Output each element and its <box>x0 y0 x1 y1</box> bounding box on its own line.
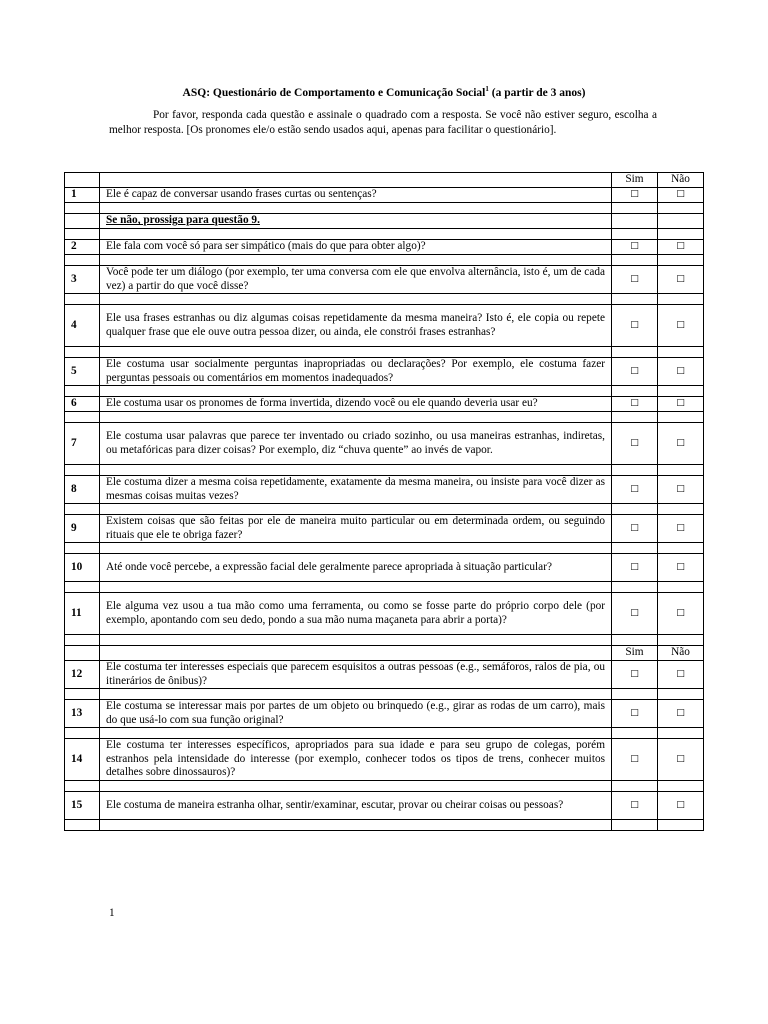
no-checkbox[interactable]: □ <box>658 515 704 543</box>
question-text: Ele alguma vez usou a tua mão como uma ferramenta, ou como se fosse parte do próprio corpo dele (por exemplo, apontando com seu dedo, pondo a sua mão numa maçaneta para abrir a porta)? <box>100 593 612 635</box>
yes-checkbox[interactable]: □ <box>612 593 658 635</box>
spacer-cell <box>65 412 100 423</box>
question-text: Ele fala com você só para ser simpático (mais do que para obter algo)? <box>100 240 612 255</box>
spacer-cell <box>612 728 658 739</box>
spacer-cell <box>658 635 704 646</box>
yes-checkbox[interactable]: □ <box>612 423 658 465</box>
spacer-cell <box>100 203 612 214</box>
spacer-cell <box>100 465 612 476</box>
header-yes: Sim <box>612 646 658 661</box>
spacer-row <box>65 582 704 593</box>
no-checkbox[interactable]: □ <box>658 266 704 294</box>
spacer-cell <box>612 386 658 397</box>
instructions-paragraph: Por favor, responda cada questão e assinale o quadrado com a resposta. Se você não estiver seguro, escolha a melhor resposta. [Os pronomes ele/o estão sendo usados aqui, apenas para facilitar o questionário]. <box>109 109 657 136</box>
no-checkbox[interactable]: □ <box>658 739 704 781</box>
spacer-cell <box>612 229 658 240</box>
no-checkbox[interactable]: □ <box>658 397 704 412</box>
spacer-cell <box>658 255 704 266</box>
header-blank-cell <box>65 646 100 661</box>
spacer-cell <box>658 543 704 554</box>
spacer-cell <box>658 386 704 397</box>
no-checkbox[interactable]: □ <box>658 358 704 386</box>
spacer-cell <box>612 689 658 700</box>
questionnaire-table <box>64 172 704 831</box>
question-number: 9 <box>65 515 100 543</box>
yes-checkbox[interactable]: □ <box>612 700 658 728</box>
no-checkbox[interactable]: □ <box>658 661 704 689</box>
spacer-row <box>65 504 704 515</box>
spacer-row <box>65 465 704 476</box>
spacer-cell <box>65 820 100 831</box>
question-row <box>65 397 704 412</box>
header-blank-cell <box>100 646 612 661</box>
header-blank-cell <box>100 173 612 188</box>
question-text: Existem coisas que são feitas por ele de maneira muito particular ou em determinada ordem, ou seguindo rituais que ele te obriga fazer? <box>100 515 612 543</box>
spacer-row <box>65 635 704 646</box>
spacer-cell <box>100 781 612 792</box>
skip-note-row <box>65 214 704 229</box>
question-row <box>65 554 704 582</box>
spacer-cell <box>658 504 704 515</box>
yes-checkbox[interactable]: □ <box>612 358 658 386</box>
spacer-row <box>65 294 704 305</box>
no-checkbox[interactable]: □ <box>658 188 704 203</box>
spacer-cell <box>100 386 612 397</box>
spacer-cell <box>612 347 658 358</box>
question-text: Ele costuma usar socialmente perguntas inapropriadas ou declarações? Por exemplo, ele costuma fazer perguntas pessoais ou comentários em momentos inadequados? <box>100 358 612 386</box>
spacer-cell <box>612 203 658 214</box>
page-title: ASQ: Questionário de Comportamento e Comunicação Social$^1$ (a partir de 3 anos) <box>182 85 586 99</box>
spacer-cell <box>100 347 612 358</box>
question-text: Ele costuma dizer a mesma coisa repetidamente, exatamente da mesma maneira, ou insiste para você dizer as mesmas coisas muitas vezes? <box>100 476 612 504</box>
yes-checkbox[interactable]: □ <box>612 305 658 347</box>
question-text: Ele costuma ter interesses especiais que parecem esquisitos a outras pessoas (e.g., semáforos, ralos de pia, ou itinerários de ônibus)? <box>100 661 612 689</box>
spacer-cell <box>658 347 704 358</box>
question-row <box>65 700 704 728</box>
spacer-cell <box>612 412 658 423</box>
question-number: 1 <box>65 188 100 203</box>
question-row <box>65 423 704 465</box>
spacer-cell <box>100 689 612 700</box>
spacer-cell <box>65 543 100 554</box>
spacer-cell <box>658 728 704 739</box>
question-row <box>65 661 704 689</box>
question-number: 5 <box>65 358 100 386</box>
question-row <box>65 515 704 543</box>
no-checkbox[interactable]: □ <box>658 476 704 504</box>
question-text: Ele costuma usar palavras que parece ter inventado ou criado sozinho, ou usa maneiras estranhas, indiretas, ou metafóricas para dizer coisas? Por exemplo, diz “chuva quente” ao invés de vapor. <box>100 423 612 465</box>
spacer-cell <box>658 412 704 423</box>
question-number: 12 <box>65 661 100 689</box>
question-row <box>65 476 704 504</box>
spacer-cell <box>65 294 100 305</box>
spacer-cell <box>658 203 704 214</box>
question-number: 8 <box>65 476 100 504</box>
spacer-cell <box>612 255 658 266</box>
question-number: 4 <box>65 305 100 347</box>
no-checkbox[interactable]: □ <box>658 593 704 635</box>
spacer-row <box>65 543 704 554</box>
spacer-cell <box>612 465 658 476</box>
spacer-cell <box>612 504 658 515</box>
question-text: Até onde você percebe, a expressão facial dele geralmente parece apropriada à situação particular? <box>100 554 612 582</box>
spacer-cell <box>658 582 704 593</box>
question-number: 10 <box>65 554 100 582</box>
spacer-cell <box>65 229 100 240</box>
question-number: 2 <box>65 240 100 255</box>
header-no: Não <box>658 173 704 188</box>
spacer-cell <box>612 781 658 792</box>
spacer-cell <box>65 465 100 476</box>
spacer-cell <box>100 229 612 240</box>
spacer-cell <box>658 820 704 831</box>
question-row <box>65 593 704 635</box>
spacer-cell <box>612 294 658 305</box>
spacer-cell <box>658 229 704 240</box>
yes-checkbox[interactable]: □ <box>612 515 658 543</box>
spacer-cell <box>612 820 658 831</box>
spacer-cell <box>65 689 100 700</box>
question-row <box>65 792 704 820</box>
question-text: Ele costuma de maneira estranha olhar, sentir/examinar, escutar, provar ou cheirar coisas ou pessoas? <box>100 792 612 820</box>
spacer-row <box>65 820 704 831</box>
question-row <box>65 266 704 294</box>
spacer-row <box>65 689 704 700</box>
spacer-cell <box>612 543 658 554</box>
spacer-cell <box>65 635 100 646</box>
yes-checkbox[interactable]: □ <box>612 266 658 294</box>
question-row <box>65 240 704 255</box>
question-text: Você pode ter um diálogo (por exemplo, ter uma conversa com ele que envolva alternância, isto é, um de cada vez) a partir do que você disse? <box>100 266 612 294</box>
yes-checkbox[interactable]: □ <box>612 792 658 820</box>
spacer-cell <box>65 255 100 266</box>
question-number: 3 <box>65 266 100 294</box>
no-checkbox[interactable]: □ <box>658 423 704 465</box>
spacer-cell <box>100 820 612 831</box>
yes-checkbox[interactable]: □ <box>612 397 658 412</box>
page-number: 1 <box>109 907 115 919</box>
question-text: Ele usa frases estranhas ou diz algumas coisas repetidamente da mesma maneira? Isto é, ele copia ou repete qualquer frase que ele ouve outra pessoa dizer, ou ainda, ele constrói frases estranhas? <box>100 305 612 347</box>
spacer-cell <box>612 582 658 593</box>
yes-checkbox[interactable]: □ <box>612 554 658 582</box>
spacer-cell <box>65 386 100 397</box>
table-header-row <box>65 173 704 188</box>
spacer-cell <box>100 294 612 305</box>
spacer-cell <box>100 635 612 646</box>
no-checkbox[interactable]: □ <box>658 240 704 255</box>
question-number: 15 <box>65 792 100 820</box>
question-number: 11 <box>65 593 100 635</box>
yes-checkbox[interactable]: □ <box>612 240 658 255</box>
note-blank-cell <box>612 214 658 229</box>
spacer-cell <box>65 781 100 792</box>
question-row <box>65 188 704 203</box>
question-text: Ele costuma ter interesses específicos, apropriados para sua idade e para seu grupo de colegas, porém estranhos pela intensidade do interesse (por exemplo, conhecer todos os tipos de trens, conhecer muitos detalhes sobre dinossauros)? <box>100 739 612 781</box>
spacer-row <box>65 347 704 358</box>
spacer-cell <box>100 543 612 554</box>
note-blank-cell <box>65 214 100 229</box>
question-text: Ele costuma se interessar mais por partes de um objeto ou brinquedo (e.g., girar as rodas de um carro), mais do que usá-lo com sua função original? <box>100 700 612 728</box>
spacer-cell <box>658 294 704 305</box>
spacer-cell <box>100 582 612 593</box>
header-blank-cell <box>65 173 100 188</box>
yes-checkbox[interactable]: □ <box>612 661 658 689</box>
no-checkbox[interactable]: □ <box>658 305 704 347</box>
spacer-cell <box>65 504 100 515</box>
question-number: 14 <box>65 739 100 781</box>
header-no: Não <box>658 646 704 661</box>
spacer-cell <box>612 635 658 646</box>
spacer-cell <box>100 504 612 515</box>
spacer-row <box>65 229 704 240</box>
yes-checkbox[interactable]: □ <box>612 188 658 203</box>
spacer-cell <box>100 728 612 739</box>
yes-checkbox[interactable]: □ <box>612 476 658 504</box>
spacer-cell <box>100 412 612 423</box>
spacer-row <box>65 412 704 423</box>
table-header-row <box>65 646 704 661</box>
question-row <box>65 358 704 386</box>
question-row <box>65 305 704 347</box>
spacer-cell <box>658 689 704 700</box>
note-blank-cell <box>658 214 704 229</box>
skip-instruction: Se não, prossiga para questão 9. <box>100 214 612 229</box>
spacer-cell <box>65 582 100 593</box>
spacer-cell <box>65 347 100 358</box>
spacer-cell <box>65 728 100 739</box>
no-checkbox[interactable]: □ <box>658 554 704 582</box>
spacer-cell <box>658 781 704 792</box>
yes-checkbox[interactable]: □ <box>612 739 658 781</box>
question-number: 6 <box>65 397 100 412</box>
question-number: 7 <box>65 423 100 465</box>
no-checkbox[interactable]: □ <box>658 700 704 728</box>
question-row <box>65 739 704 781</box>
spacer-cell <box>658 465 704 476</box>
header-yes: Sim <box>612 173 658 188</box>
spacer-row <box>65 386 704 397</box>
spacer-row <box>65 203 704 214</box>
spacer-cell <box>65 203 100 214</box>
no-checkbox[interactable]: □ <box>658 792 704 820</box>
question-text: Ele costuma usar os pronomes de forma invertida, dizendo você ou ele quando deveria usar eu? <box>100 397 612 412</box>
spacer-cell <box>100 255 612 266</box>
question-number: 13 <box>65 700 100 728</box>
spacer-row <box>65 728 704 739</box>
spacer-row <box>65 255 704 266</box>
question-text: Ele é capaz de conversar usando frases curtas ou sentenças? <box>100 188 612 203</box>
spacer-row <box>65 781 704 792</box>
